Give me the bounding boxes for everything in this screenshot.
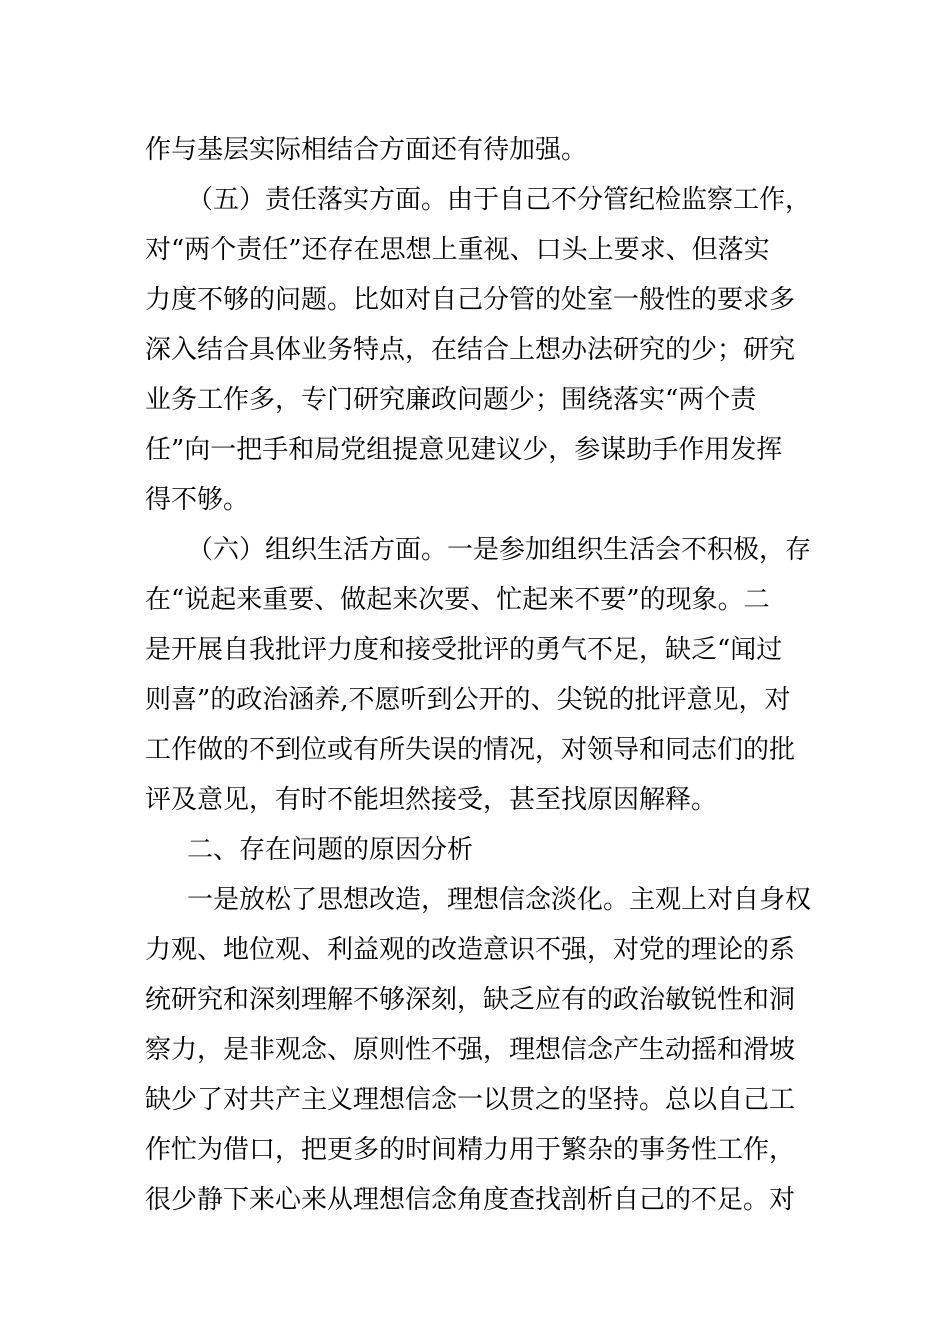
paragraph-line: 作忙为借口，把更多的时间精力用于繁杂的事务性工作， [145,1135,796,1165]
paragraph-line: 业务工作多，专门研究廉政问题少；围绕落实“两个责 [145,385,757,415]
paragraph-line: 得不够。 [145,485,250,515]
paragraph-line: 在“说起来重要、做起来次要、忙起来不要”的现象。二 [145,585,770,615]
section-heading: 二、存在问题的原因分析 [187,835,474,865]
paragraph-line: 一是放松了思想改造，理想信念淡化。主观上对自身权 [187,885,812,915]
paragraph-line: 力度不够的问题。比如对自己分管的处室一般性的要求多 [145,285,796,315]
paragraph-line: 深入结合具体业务特点，在结合上想办法研究的少；研究 [145,335,796,365]
paragraph-line: 很少静下来心来从理想信念角度查找剖析自己的不足。对 [145,1185,796,1215]
paragraph-line: （六）组织生活方面。一是参加组织生活会不积极，存 [187,535,812,565]
paragraph-line: （五）责任落实方面。由于自己不分管纪检监察工作， [187,185,812,215]
paragraph-line: 任”向一把手和局党组提意见建议少，参谋助手作用发挥 [145,435,783,465]
paragraph-line: 则喜”的政治涵养,不愿听到公开的、尖锐的批评意见，对 [145,685,791,715]
paragraph-line: 工作做的不到位或有所失误的情况，对领导和同志们的批 [145,735,796,765]
paragraph-line: 察力，是非观念、原则性不强，理想信念产生动摇和滑坡 [145,1035,796,1065]
paragraph-line: 统研究和深刻理解不够深刻，缺乏应有的政治敏锐性和洞 [145,985,796,1015]
paragraph-line: 力观、地位观、利益观的改造意识不强，对党的理论的系 [145,935,796,965]
paragraph-line: 作与基层实际相结合方面还有待加强。 [145,135,588,165]
paragraph-line: 缺少了对共产主义理想信念一以贯之的坚持。总以自己工 [145,1085,796,1115]
paragraph-line: 对“两个责任”还存在思想上重视、口头上要求、但落实 [145,235,770,265]
paragraph-line: 是开展自我批评力度和接受批评的勇气不足，缺乏“闻过 [145,635,783,665]
paragraph-line: 评及意见，有时不能坦然接受，甚至找原因解释。 [145,785,718,815]
